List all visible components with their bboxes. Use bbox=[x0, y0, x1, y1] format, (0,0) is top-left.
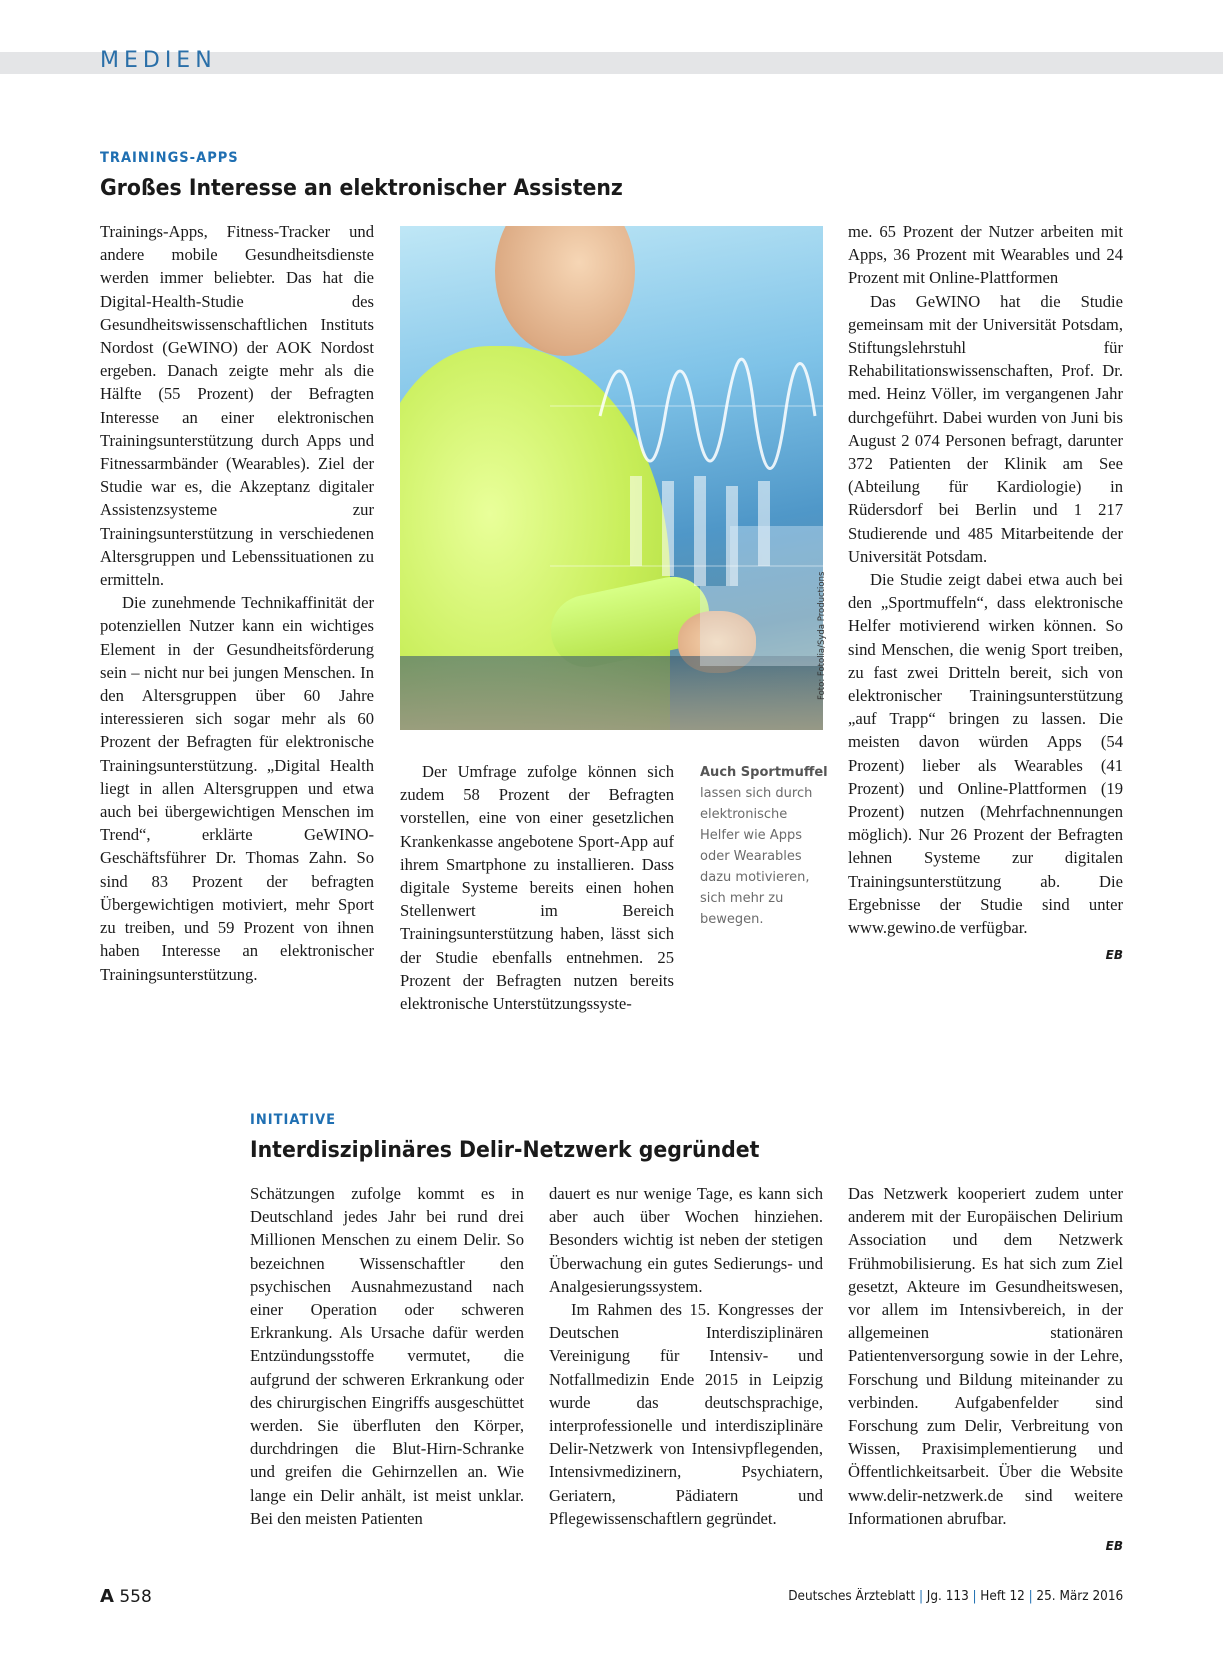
article2-column-2 bbox=[549, 1182, 823, 1530]
page-number-value: 558 bbox=[119, 1587, 152, 1607]
caption-title: Auch Sportmuffel bbox=[700, 765, 828, 780]
paragraph: me. 65 Prozent der Nutzer arbeiten mit Apps, 36 Prozent mit Wearables und 24 Prozent mit Online-Plattformen bbox=[848, 222, 1123, 288]
photo-caption bbox=[700, 762, 830, 930]
article2-column-3 bbox=[848, 1182, 1123, 1558]
journal-issue: Heft 12 bbox=[980, 1589, 1025, 1604]
article2-headline: Interdisziplinäres Delir-Netzwerk gegründet bbox=[250, 1138, 760, 1163]
page-number bbox=[100, 1586, 152, 1607]
author-signature: EB bbox=[1105, 948, 1123, 963]
paragraph: Der Umfrage zufolge können sich zudem 58 Prozent der Befragten vorstellen, eine von einer gesetzlichen Krankenkasse angebotene Sport-App auf ihrem Smartphone zu installieren. Dass digitale Systeme bereits einen hohen Stellenwert im Bereich Trainingsunterstützung haben, lässt sich der Studie ebenfalls entnehmen. 25 Prozent der Befragten nutzen bereits elektronische Unterstützungssyste- bbox=[400, 762, 674, 1014]
article1-kicker: TRAININGS-APPS bbox=[100, 150, 239, 166]
article2-kicker: INITIATIVE bbox=[250, 1112, 337, 1128]
paragraph: Trainings-Apps, Fitness-Tracker und andere mobile Gesundheitsdienste werden immer beliebter. Das hat die Digital-Health-Studie des Gesundheitswissenschaftlichen Instituts Nordost (GeWINO) der AOK Nordost ergeben. Danach zeigte mehr als die Hälfte (55 Prozent) der Befragten Interesse an einer elektronischen Trainingsunterstützung durch Apps und Fitnessarmbänder (Wearables). Ziel der Studie war es, die Akzeptanz digitaler Assistenzsysteme zur Trainingsunterstützung in verschiedenen Altersgruppen und Lebenssituationen zu ermitteln. bbox=[100, 222, 374, 590]
caption-text: lassen sich durch elektronische Helfer wie Apps oder Wearables dazu motivieren, sich mehr zu bewegen. bbox=[700, 786, 813, 927]
journal-name: Deutsches Ärzteblatt bbox=[787, 1589, 916, 1604]
paragraph: Das GeWINO hat die Studie gemeinsam mit der Universität Potsdam, Stiftungslehrstuhl für Rehabilitationswissenschaften, Prof. Dr. med. Heinz Völler, im vergangenen Jahr durchgeführt. Dabei wurden von Juni bis August 2 074 Personen befragt, darunter 372 Patienten der Klinik am See (Abteilung für Kardiologie) in Rüdersdorf bei Berlin und 1 217 Studierende und 485 Mitarbeitende der Universität Potsdam. bbox=[848, 291, 1123, 566]
paragraph: dauert es nur wenige Tage, es kann sich aber auch über Wochen hinziehen. Besonders wichtig ist neben der stetigen Überwachung ein gutes Sedierungs- und Analgesierungssystem. bbox=[549, 1184, 823, 1296]
article1-column-1 bbox=[100, 220, 374, 986]
article1-headline: Großes Interesse an elektronischer Assistenz bbox=[100, 176, 623, 201]
paragraph: Schätzungen zufolge kommt es in Deutschland jedes Jahr bei rund drei Millionen Menschen zu einem Delir. So bezeichnen Wissenschaftler den psychischen Ausnahmezustand nach einer Operation oder schweren Erkrankung. Als Ursache dafür werden Entzündungsstoffe vermutet, die aufgrund der schweren Erkrankung oder des chirurgischen Eingriffs ausgeschüttet werden. Sie überfluten den Körper, durchdringen die Blut-Hirn-Schranke und greifen die Gehirnzellen an. Wie lange ein Delir anhält, ist meist unklar. Bei den meisten Patienten bbox=[250, 1184, 524, 1528]
page-prefix: A bbox=[100, 1586, 114, 1607]
photo-credit: Foto: Fotolia/Syda Productions bbox=[817, 571, 827, 700]
paragraph: Die zunehmende Technikaffinität der potenziellen Nutzer kann ein wichtiges Element in der Gesundheitsförderung sein – nicht nur bei jungen Menschen. In den Altersgruppen über 60 Jahre interessieren sich sogar mehr als 60 Prozent der Befragten für elektronische Trainingsunterstützung. „Digital Health liegt in allen Altersgruppen und etwa auch bei übergewichtigen Menschen im Trend“, erklärte GeWINO-Geschäftsführer Dr. Thomas Zahn. So sind 83 Prozent der befragten Übergewichtigen motiviert, mehr Sport zu treiben, und 59 Prozent von ihnen haben Interesse an elektronischer Trainingsunterstützung. bbox=[100, 593, 374, 984]
journal-date: 25. März 2016 bbox=[1036, 1589, 1123, 1604]
journal-info: Deutsches Ärzteblatt | Jg. 113 | Heft 12 | 25. März 2016 bbox=[787, 1589, 1123, 1604]
section-label: MEDIEN bbox=[100, 48, 217, 73]
article1-photo bbox=[400, 226, 823, 730]
article2-column-1 bbox=[250, 1182, 524, 1530]
paragraph: Im Rahmen des 15. Kongresses der Deutschen Interdisziplinären Vereinigung für Intensiv- und Notfallmedizin Ende 2015 in Leipzig wurde das deutschsprachige, interprofessionelle und interdisziplinäre Delir-Netzwerk von Intensivpflegenden, Intensivmedizinern, Psychiatern, Geriatern, Pädiatern und Pflegewissenschaftlern gegründet. bbox=[549, 1300, 823, 1528]
article1-column-3 bbox=[848, 220, 1123, 968]
article1-column-2 bbox=[400, 760, 674, 1015]
author-signature: EB bbox=[1105, 1539, 1123, 1554]
journal-volume: Jg. 113 bbox=[926, 1589, 969, 1604]
paragraph: Das Netzwerk kooperiert zudem unter anderem mit der Europäischen Delirium Association und dem Netzwerk Frühmobilisierung. Es hat sich zum Ziel gesetzt, Akteure im Gesundheitswesen, vor allem im Intensivbereich, in der allgemeinen stationären Patientenversorgung sowie in der Lehre, Forschung und Bildung miteinander zu verbinden. Aufgabenfelder sind Forschung zum Delir, Verbreitung von Wissen, Praxisimplementierung und Öffentlichkeitsarbeit. Über die Website www.delir-netzwerk.de sind weitere Informationen abrufbar. bbox=[848, 1184, 1123, 1528]
paragraph: Die Studie zeigt dabei etwa auch bei den „Sportmuffeln“, dass elektronische Helfer motivierend wirken können. So sind Menschen, die wenig Sport treiben, zu fast zwei Dritteln bereit, sich von elektronischer Trainingsunterstützung „auf Trapp“ bringen zu lassen. Die meisten davon würden Apps (54 Prozent) lieber als Wearables (41 Prozent) und Online-Plattformen (19 Prozent) nutzen (Mehrfachnennungen möglich). Nur 26 Prozent der Befragten lehnen Systeme zur digitalen Trainingsunterstützung ab. Die Ergebnisse der Studie sind unter www.gewino.de verfügbar. bbox=[848, 570, 1123, 938]
